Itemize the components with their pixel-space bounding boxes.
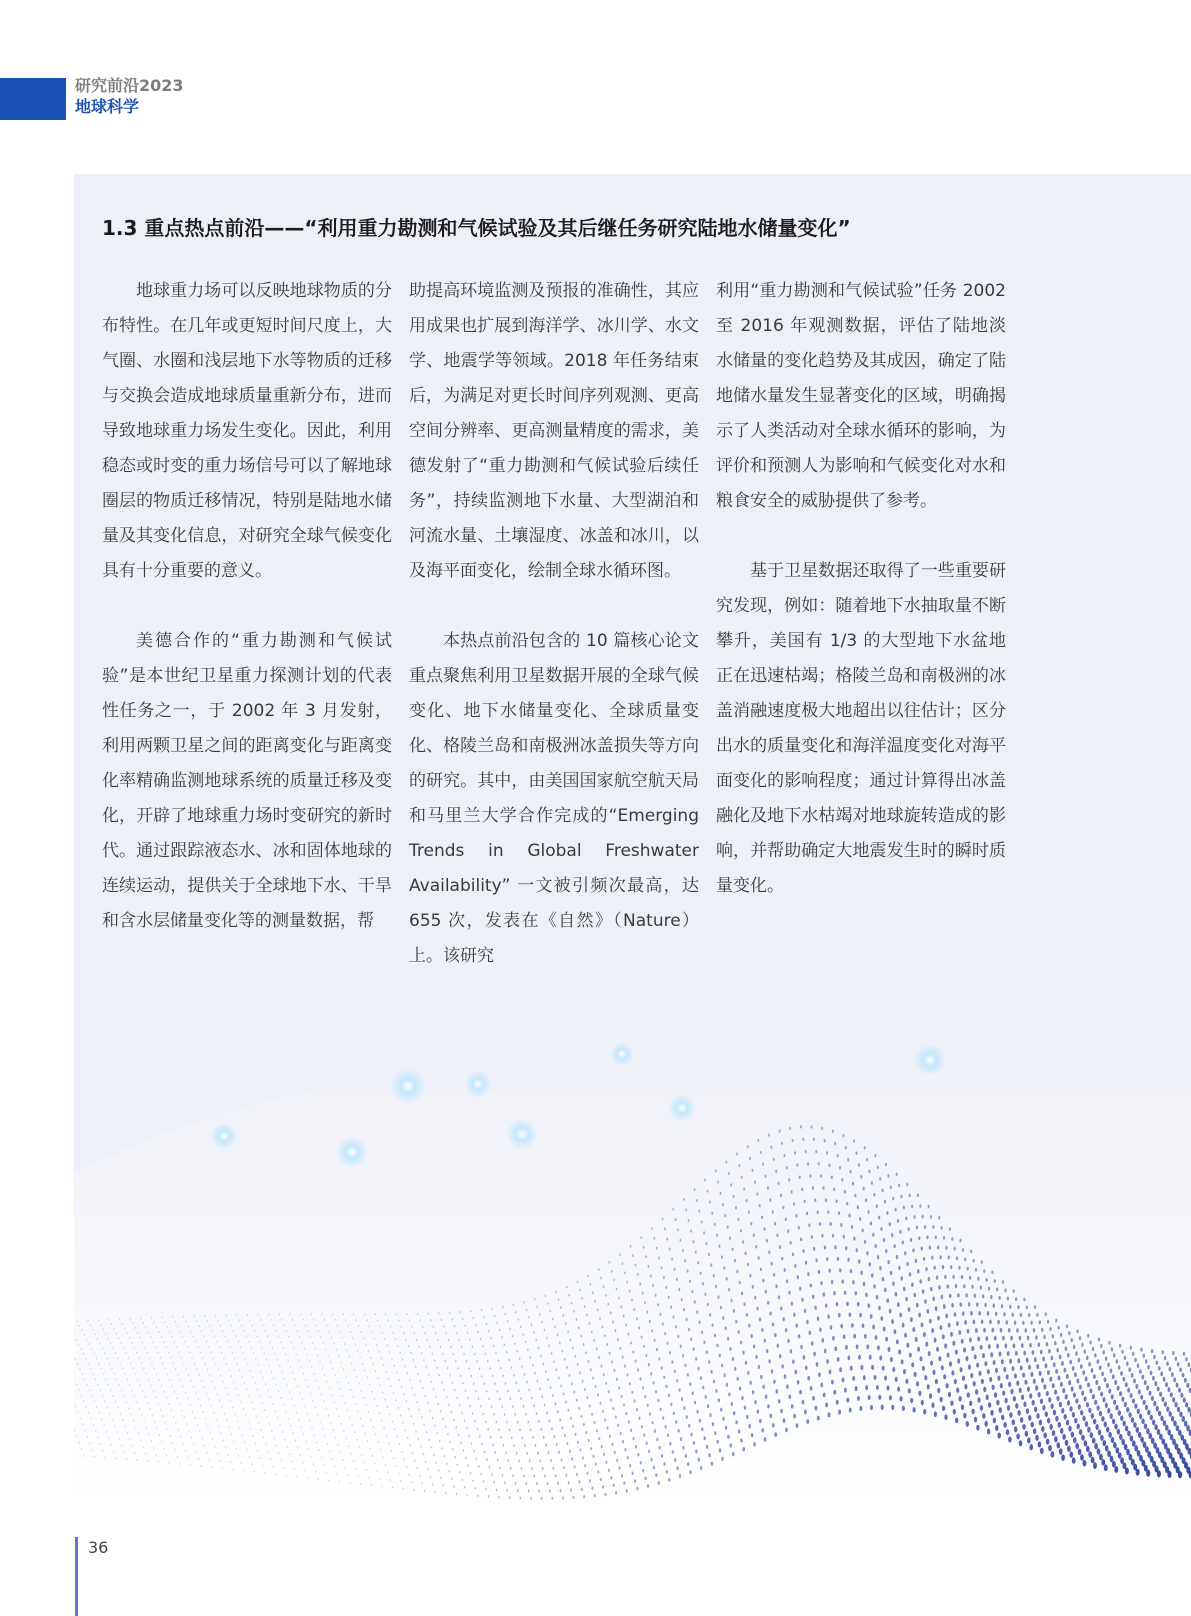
column-1 (102, 274, 392, 974)
page-number-bar (75, 1537, 78, 1616)
paragraph: 地球重力场可以反映地球物质的分布特性。在几年或更短时间尺度上，大气圈、水圈和浅层地下水等物质的迁移与交换会造成地球质量重新分布，进而导致地球重力场发生变化。因此，利用稳态或时变的重力场信号可以了解地球圈层的物质迁移情况，特别是陆地水储量及其变化信息，对研究全球气候变化具有十分重要的意义。 (102, 281, 392, 581)
header-color-block (0, 78, 66, 120)
column-2 (409, 274, 699, 1009)
paragraph: 美德合作的“重力勘测和气候试验”是本世纪卫星重力探测计划的代表性任务之一，于 2002 年 3 月发射，利用两颗卫星之间的距离变化与距离变化率精确监测地球系统的质量迁移及变化，开辟了地球重力场时变研究的新时代。通过跟踪液态水、冰和固体地球的连续运动，提供关于全球地下水、干旱和含水层储量变化等的测量数据，帮 (102, 631, 392, 931)
section-title: 1.3 重点热点前沿——“利用重力勘测和气候试验及其后继任务研究陆地水储量变化” (102, 216, 851, 240)
paragraph: 利用“重力勘测和气候试验”任务 2002 至 2016 年观测数据，评估了陆地淡水储量的变化趋势及其成因，确定了陆地储水量发生显著变化的区域，明确揭示了人类活动对全球水循环的影响，为评价和预测人为影响和气候变化对水和粮食安全的威胁提供了参考。 (716, 281, 1006, 511)
column-3 (716, 274, 1006, 939)
running-header (75, 78, 184, 115)
content-panel (74, 174, 1191, 1508)
page-number: 36 (88, 1538, 109, 1557)
paragraph: 本热点前沿包含的 10 篇核心论文重点聚焦利用卫星数据开展的全球气候变化、地下水储量变化、全球质量变化、格陵兰岛和南极洲冰盖损失等方向的研究。其中，由美国国家航空航天局和马里兰大学合作完成的“Emerging Trends in Global Freshwater Availability” 一文被引频次最高，达 655 次，发表在《自然》（Nature）上。该研究 (409, 631, 699, 966)
series-title: 研究前沿2023 (75, 76, 184, 95)
paragraph: 助提高环境监测及预报的准确性，其应用成果也扩展到海洋学、冰川学、水文学、地震学等领域。2018 年任务结束后，为满足对更长时间序列观测、更高空间分辨率、更高测量精度的需求，美德发射了“重力勘测和气候试验后续任务”，持续监测地下水量、大型湖泊和河流水量、土壤湿度、冰盖和冰川，以及海平面变化，绘制全球水循环图。 (409, 281, 699, 581)
paragraph: 基于卫星数据还取得了一些重要研究发现，例如：随着地下水抽取量不断攀升，美国有 1/3 的大型地下水盆地正在迅速枯竭；格陵兰岛和南极洲的冰盖消融速度极大地超出以往估计；区分出水的质量变化和海洋温度变化对海平面变化的影响程度；通过计算得出冰盖融化及地下水枯竭对地球旋转造成的影响，并帮助确定大地震发生时的瞬时质量变化。 (716, 561, 1006, 896)
subject-title: 地球科学 (75, 97, 140, 116)
